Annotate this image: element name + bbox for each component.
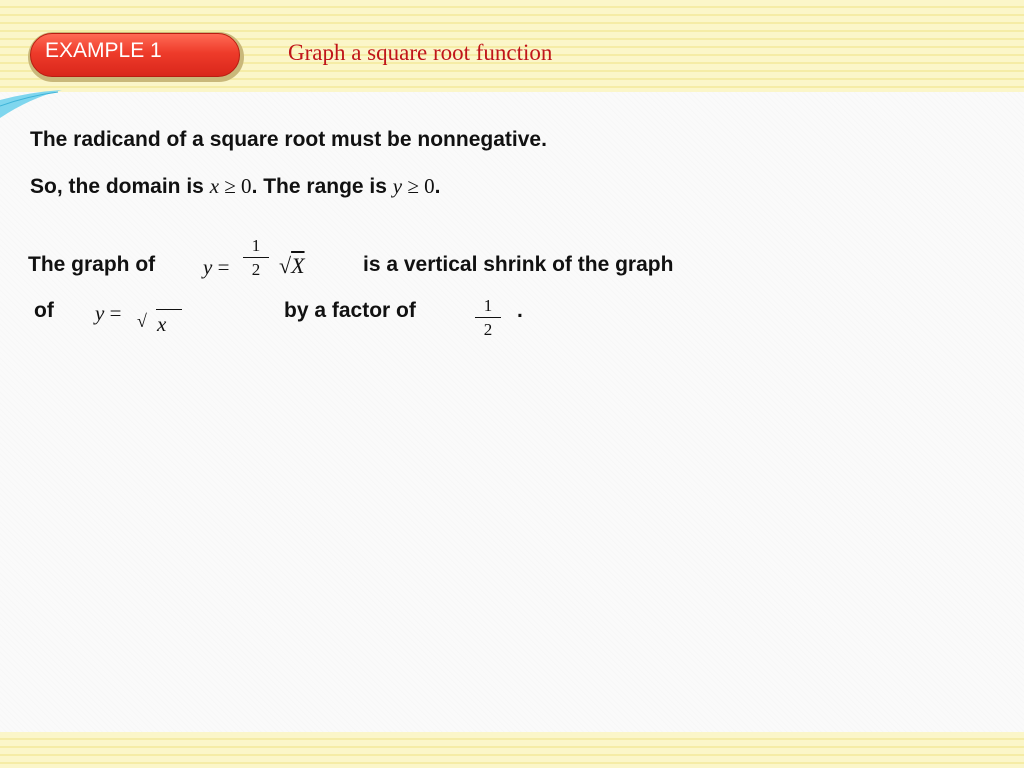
radical-expression-1 (279, 253, 305, 279)
example-badge-label: EXAMPLE 1 (45, 39, 162, 62)
domain-variable: x (209, 174, 220, 198)
radicand-statement: The radicand of a square root must be nonnegative. (30, 128, 547, 151)
equation-2-variable: y (95, 301, 105, 325)
footer-band (0, 732, 1024, 768)
equation-1-variable: y (203, 255, 213, 279)
radical-sign-2: √ (137, 311, 147, 331)
equation-1-equals: = (217, 255, 230, 279)
domain-prefix: So, the domain is (30, 175, 210, 198)
domain-range-statement (30, 174, 440, 199)
fraction-2-denominator: 2 (483, 320, 493, 339)
example-badge (28, 32, 244, 82)
equation-2 (95, 301, 121, 326)
domain-relation: ≥ 0 (219, 174, 252, 198)
fraction-1-bar (243, 257, 269, 258)
fraction-2-numerator: 1 (483, 296, 493, 315)
of-label: of (34, 299, 54, 322)
range-relation: ≥ 0 (402, 174, 435, 198)
graph-of-label: The graph of (28, 253, 156, 276)
slide-title: Graph a square root function (288, 40, 553, 65)
range-variable: y (392, 174, 403, 198)
radical-vinculum-2 (156, 309, 182, 310)
fraction-one-half-1 (243, 236, 269, 280)
final-period: . (517, 299, 523, 322)
fraction-1-denominator: 2 (251, 260, 261, 279)
radicand-1: X (291, 253, 305, 278)
vertical-shrink-statement: is a vertical shrink of the graph (363, 253, 674, 276)
factor-statement: by a factor of (284, 299, 416, 322)
fraction-2-bar (475, 317, 501, 318)
radical-sign-1: √ (279, 253, 292, 278)
corner-swoosh-graphic (0, 88, 70, 118)
radicand-2: x (157, 312, 167, 336)
fraction-1-numerator: 1 (251, 236, 261, 255)
fraction-one-half-2 (475, 296, 501, 340)
range-prefix: . The range is (251, 175, 393, 198)
statement-period: . (434, 175, 441, 198)
equation-2-equals: = (109, 301, 122, 325)
equation-1 (203, 255, 229, 280)
